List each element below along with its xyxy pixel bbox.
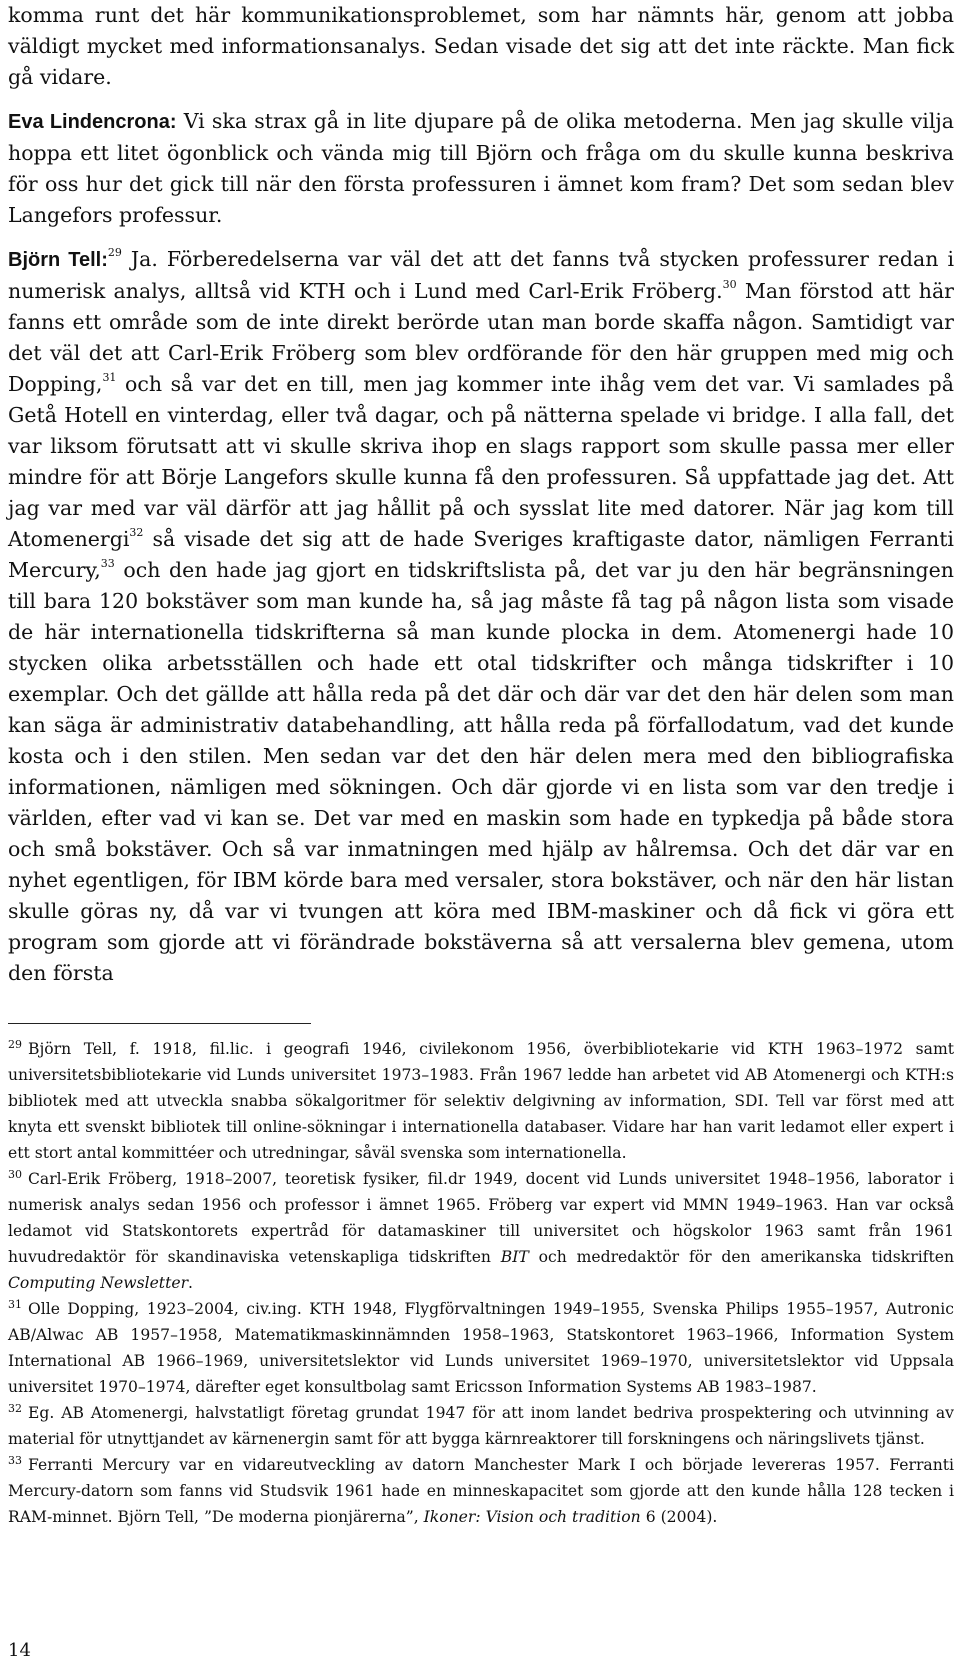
footnote-ref-29: 29 (107, 246, 122, 260)
footnote-ref-30: 30 (722, 278, 737, 292)
footnote-30-text-b: och medredaktör för den amerikanska tidskriften (528, 1248, 954, 1266)
footnote-32-number: 32 (8, 1401, 22, 1415)
footnote-30 (8, 1166, 954, 1296)
paragraph-2 (8, 106, 954, 231)
paragraph-3-text-b: Man förstod att här fanns ett område som de inte direkt berörde utan man borde skaffa någon. Samtidigt var det väl det att Carl-Erik Fröberg som blev ordförande för den här gruppen med mig och Dopping, (8, 279, 954, 396)
footnote-33 (8, 1452, 954, 1530)
page-number: 14 (8, 1640, 31, 1661)
footnote-33-text-b: 6 (2004). (640, 1508, 718, 1526)
footnote-33-title: Ikoner: Vision och tradition (423, 1508, 641, 1526)
footnote-30-journal-cn: Computing Newsletter (8, 1274, 189, 1292)
document-page (8, 0, 954, 1530)
paragraph-3-text-d: så visade det sig att de hade Sveriges kraftigaste dator, nämligen Ferranti Mercury, (8, 527, 954, 582)
footnote-29 (8, 1036, 954, 1166)
paragraph-3-text-c: och så var det en till, men jag kommer inte ihåg vem det var. Vi samlades på Getå Hotell en vinterdag, eller två dagar, och på nätterna spelade vi bridge. I alla fall, det var liksom förutsatt att vi skulle skriva ihop en slags rapport som skulle passa mer eller mindre för att Börje Langefors skulle kunna få den professuren. Så uppfattade jag det. Att jag var med var väl därför att jag hållit på och sysslat lite med datorer. När jag kom till Atomenergi (8, 372, 954, 551)
paragraph-1-text: komma runt det här kommunikationsproblemet, som har nämnts här, genom att jobba väldigt mycket med informationsanalys. Sedan visade det sig att det inte räckte. Man fick gå vidare. (8, 3, 954, 89)
paragraph-2-text: Vi ska strax gå in lite djupare på de olika metoderna. Men jag skulle vilja hoppa ett litet ögonblick och vända mig till Björn och fråga om du skulle kunna beskriva för oss hur det gick till när den första professuren i ämnet kom fram? Det som sedan blev Langefors professur. (8, 109, 954, 227)
footnote-31-number: 31 (8, 1297, 22, 1311)
footnote-separator (8, 1023, 311, 1024)
paragraph-3-text-a: Ja. Förberedelserna var väl det att det fanns två stycken professurer redan i numerisk analys, alltså vid KTH och i Lund med Carl-Erik Fröberg. (8, 247, 954, 303)
footnote-32-text: Eg. AB Atomenergi, halvstatligt företag grundat 1947 för att inom landet bedriva prospektering och utvinning av material för utnyttjandet av kärnenergin samt för att bygga kärnreaktorer till forskningens och näringslivets tjänst. (8, 1404, 954, 1448)
footnote-33-text-a: Ferranti Mercury var en vidareutveckling av datorn Manchester Mark I och började levereras 1957. Ferranti Mercury-datorn som fanns vid Studsvik 1961 hade en minneskapacitet som gjorde att den kunde hålla 128 tecken i RAM-minnet. Björn Tell, ”De moderna pionjärerna”, (8, 1456, 954, 1526)
footnote-29-number: 29 (8, 1037, 22, 1051)
footnote-ref-31: 31 (102, 371, 117, 385)
footnote-31 (8, 1296, 954, 1400)
footnote-33-number: 33 (8, 1453, 22, 1467)
footnote-32 (8, 1400, 954, 1452)
footnote-30-text-a: Carl-Erik Fröberg, 1918–2007, teoretisk fysiker, fil.dr 1949, docent vid Lunds universitet 1948–1956, laborator i numerisk analys sedan 1956 och professor i ämnet 1965. Fröberg var expert vid MMN 1949–1963. Han var också ledamot vid Statskontorets expertråd för datamaskiner till universitet och högskolor 1963 samt från 1961 huvudredaktör för skandinaviska vetenskapliga tidskriften (8, 1170, 954, 1266)
speaker-bjorn: Björn Tell: (8, 249, 108, 271)
paragraph-1 (8, 0, 954, 93)
paragraph-3 (8, 244, 954, 989)
paragraph-3-text-e: och den hade jag gjort en tidskriftslista på, det var ju den här begränsningen till bara 120 bokstäver som man kunde ha, så jag måste få tag på någon lista som visade de här internationella tidskrifterna så man kunde plocka in dem. Atomenergi hade 10 stycken olika arbetsställen och hade ett otal tidskrifter och många tidskrifter i 10 exemplar. Och det gällde att hålla reda på det där och där var det den här delen som man kan säga är administrativ databehandling, att hålla reda på förfallodatum, vad det kunde kosta och i den stilen. Men sedan var det den här delen mera med den bibliografiska informationen, nämligen med sökningen. Och där gjorde vi en lista som var den tredje i världen, efter vad vi kan se. Det var med en maskin som hade en typkedja på både stora och små bokstäver. Och så var inmatningen med hjälp av hålremsa. Och det där var en nyhet egentligen, för IBM körde bara med versaler, stora bokstäver, och när den här listan skulle göras ny, då var vi tvungen att köra med IBM-maskiner och då fick vi göra ett program som gjorde att vi förändrade bokstäverna så att versalerna blev gemena, utom den första (8, 558, 954, 985)
footnote-31-text: Olle Dopping, 1923–2004, civ.ing. KTH 1948, Flygförvaltningen 1949–1955, Svenska Philips 1955–1957, Autronic AB/Alwac AB 1957–1958, Matematikmaskinnämnden 1958–1963, Statskontoret 1963–1966, Information System International AB 1966–1969, universitetslektor vid Lunds universitet 1969–1970, universitetslektor vid Uppsala universitet 1970–1974, därefter eget konsultbolag samt Ericsson Information Systems AB 1983–1987. (8, 1300, 954, 1396)
footnote-30-number: 30 (8, 1167, 22, 1181)
footnote-30-journal-bit: BIT (500, 1248, 529, 1266)
footnote-29-text: Björn Tell, f. 1918, fil.lic. i geografi 1946, civilekonom 1956, överbibliotekarie vid KTH 1963–1972 samt universitetsbibliotekarie vid Lunds universitet 1973–1983. Från 1967 ledde han arbetet vid AB Atomenergi och KTH:s bibliotek med att utveckla snabba sökalgoritmer för selektiv delgivning av information, SDI. Tell var först med att knyta ett svenskt bibliotek till online-sökningar i internationella databaser. Vidare har han varit ledamot eller expert i ett stort antal kommittéer och utredningar, såväl svenska som internationella. (8, 1040, 954, 1162)
footnote-30-text-c: . (188, 1274, 193, 1292)
speaker-eva: Eva Lindencrona: (8, 111, 177, 133)
footnote-ref-32: 32 (129, 526, 144, 540)
footnote-ref-33: 33 (100, 557, 115, 571)
